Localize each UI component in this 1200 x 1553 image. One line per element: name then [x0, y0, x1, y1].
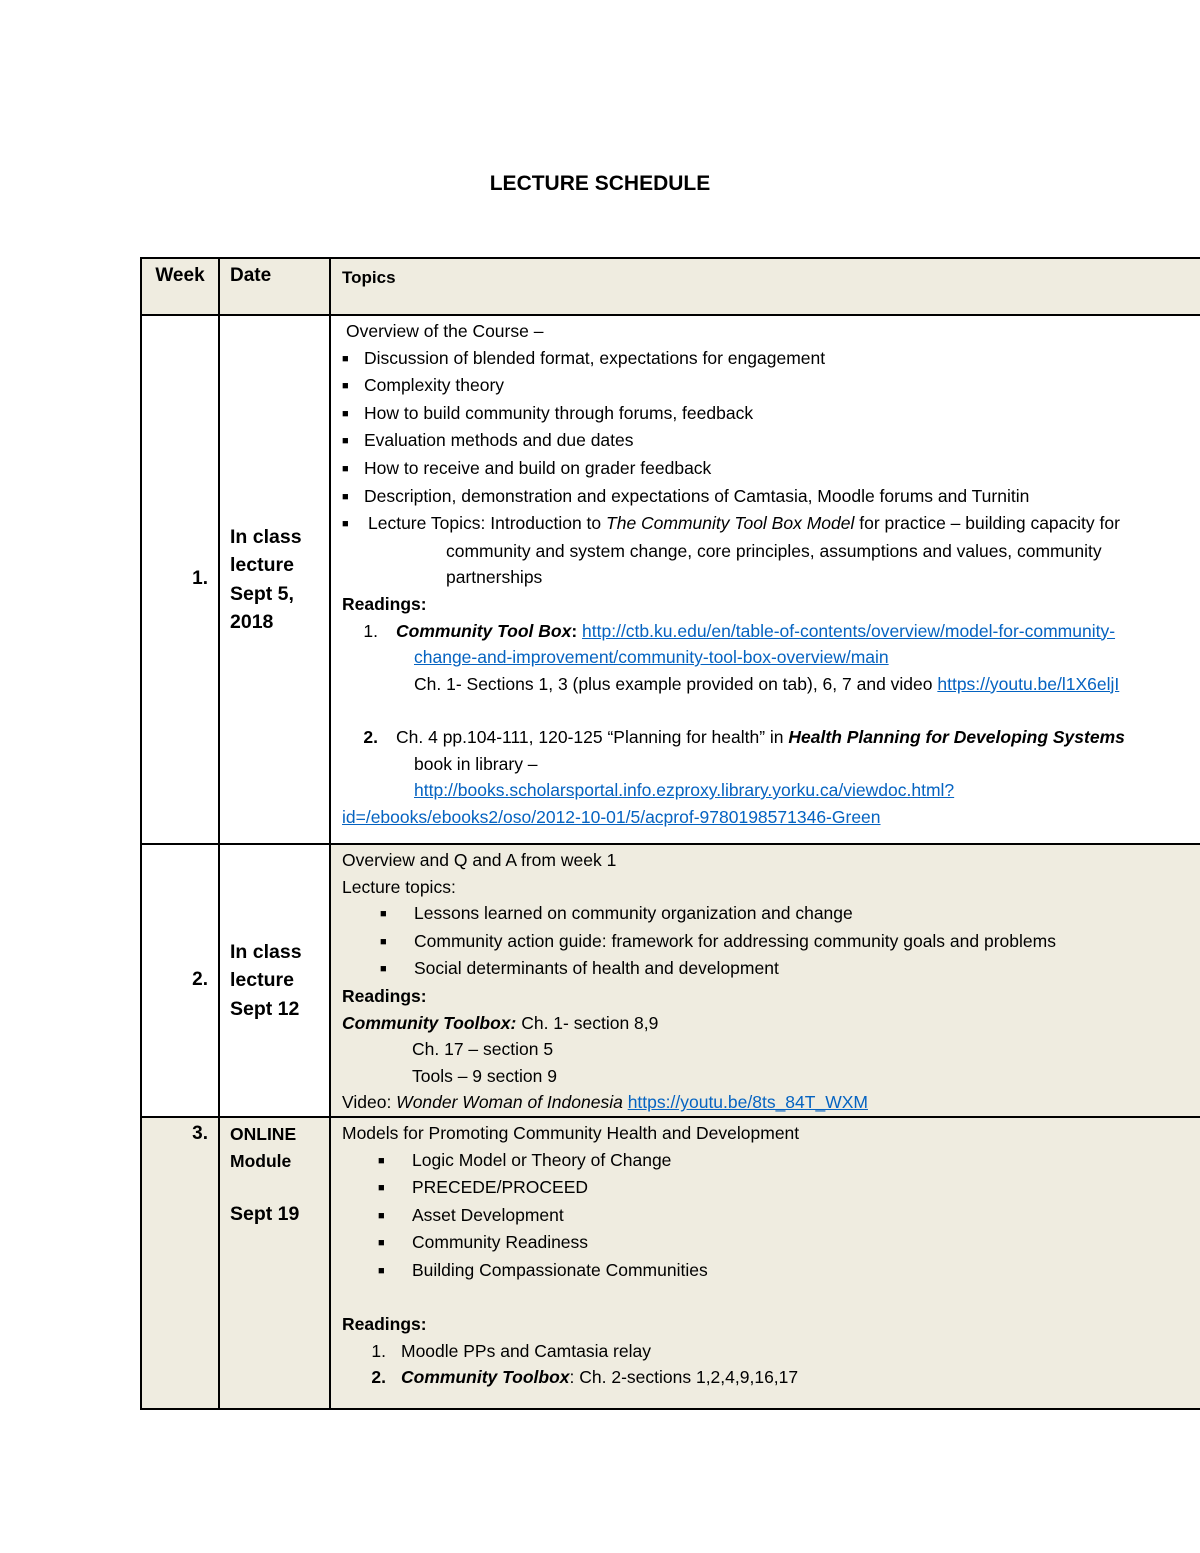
schedule-table [140, 257, 1200, 1410]
reading-item: Ch. 17 – section 5 [412, 1039, 554, 1060]
course-overview: Overview of the Course – [346, 321, 544, 341]
bullet-icon: ■ [342, 490, 349, 503]
list-item: ■ Evaluation methods and due dates [342, 427, 1200, 455]
list-item: ■ Building Compassionate Communities [342, 1257, 1200, 1285]
week-column-header: Week [141, 258, 219, 315]
overview-line: Overview and Q and A from week 1 [342, 850, 617, 870]
video-link[interactable]: https://youtu.be/8ts_84T_WXM [627, 1092, 868, 1113]
date-column-header: Date [219, 258, 330, 315]
reading-item: 2. Community Toolbox: Ch. 2-sections 1,2,4,9,16,17 [371, 1367, 799, 1388]
video-link[interactable]: https://youtu.be/l1X6eljI [937, 673, 1120, 694]
list-item: ■ PRECEDE/PROCEED [342, 1174, 1200, 1202]
lecture-topics-line: community and system change, core principles, assumptions and values, community [446, 540, 1102, 561]
readings-label: Readings: [342, 593, 427, 614]
module-date: ONLINE Module Sept 19 [219, 1117, 330, 1409]
list-item: ■ How to receive and build on grader feedback [342, 455, 1200, 483]
week-number: 3. [141, 1117, 219, 1409]
topics-cell [330, 1117, 1200, 1409]
week-number: 2. [141, 844, 219, 1117]
library-link-continued[interactable]: id=/ebooks/ebooks2/oso/2012-10-01/5/acprof-9780198571346-Green [342, 806, 881, 827]
list-item: ■ Logic Model or Theory of Change [342, 1147, 1200, 1175]
list-item: ■ Community action guide: framework for addressing community goals and problems [342, 928, 1200, 956]
topics-column-header: Topics [330, 258, 1200, 315]
list-item: ■ Description, demonstration and expectations of Camtasia, Moodle forums and Turnitin [342, 483, 1200, 511]
readings-label: Readings: [342, 985, 427, 1006]
table-row [141, 315, 1200, 844]
list-item: ■ Asset Development [342, 1202, 1200, 1230]
reading-detail: book in library – [414, 753, 538, 774]
page-title: LECTURE SCHEDULE [489, 172, 711, 195]
bullet-icon: ■ [378, 1209, 385, 1222]
topics-cell [330, 844, 1200, 1117]
reading-item: Community Toolbox: Ch. 1- section 8,9 [342, 1012, 659, 1033]
bullet-icon: ■ [378, 1264, 385, 1277]
lecture-topics-label: Lecture topics: [342, 876, 456, 897]
bullet-icon: ■ [342, 407, 349, 420]
video-item: Video: Wonder Woman of Indonesia https://youtu.be/8ts_84T_WXM [342, 1092, 868, 1113]
bullet-icon: ■ [378, 1154, 385, 1167]
lecture-topics-item: ■ Lecture Topics: Introduction to The Community Tool Box Model for practice – building capacity for [342, 510, 1200, 538]
reading-item: 1. Moodle PPs and Camtasia relay [371, 1340, 651, 1361]
bullet-icon: ■ [342, 435, 349, 448]
reading-item: Tools – 9 section 9 [412, 1065, 557, 1086]
bullet-icon: ■ [378, 1182, 385, 1195]
bullet-icon: ■ [342, 352, 349, 365]
ctb-link-continued[interactable]: change-and-improvement/community-tool-box-overview/main [414, 647, 889, 668]
bullet-icon: ■ [380, 963, 387, 976]
list-item: ■ Social determinants of health and development [342, 955, 1200, 983]
ctb-link[interactable]: http://ctb.ku.edu/en/table-of-contents/overview/model-for-community- [582, 620, 1116, 641]
list-item: ■ Discussion of blended format, expectations for engagement [342, 345, 1200, 373]
reading-item: 1. Community Tool Box: http://ctb.ku.edu/en/table-of-contents/overview/model-for-community- [363, 620, 1116, 641]
bullet-icon: ■ [342, 462, 349, 475]
list-item: ■ Community Readiness [342, 1229, 1200, 1257]
list-item: ■ How to build community through forums, feedback [342, 400, 1200, 428]
week-number: 1. [141, 315, 219, 844]
topics-cell [330, 315, 1200, 844]
lecture-topics-line: partnerships [446, 567, 543, 588]
bullet-icon: ■ [380, 935, 387, 948]
table-row [141, 844, 1200, 1117]
bullet-icon: ■ [342, 518, 349, 531]
reading-detail: Ch. 1- Sections 1, 3 (plus example provided on tab), 6, 7 and video https://youtu.be/l1X6eljI [414, 673, 1120, 694]
table-row [141, 1117, 1200, 1409]
bullet-icon: ■ [342, 380, 349, 393]
readings-label: Readings: [342, 1314, 427, 1335]
bullet-icon: ■ [380, 908, 387, 921]
list-item: ■ Complexity theory [342, 372, 1200, 400]
lecture-date: In class lecture Sept 12 [219, 844, 330, 1117]
module-heading: Models for Promoting Community Health and Development [342, 1122, 800, 1143]
reading-item: 2. Ch. 4 pp.104-111, 120-125 “Planning for health” in Health Planning for Developing Systems [363, 726, 1125, 747]
lecture-date: In class lecture Sept 5, 2018 [219, 315, 330, 844]
bullet-icon: ■ [378, 1237, 385, 1250]
library-link[interactable]: http://books.scholarsportal.info.ezproxy.library.yorku.ca/viewdoc.html? [414, 780, 955, 801]
table-header-row [141, 258, 1200, 315]
list-item: ■ Lessons learned on community organization and change [342, 900, 1200, 928]
